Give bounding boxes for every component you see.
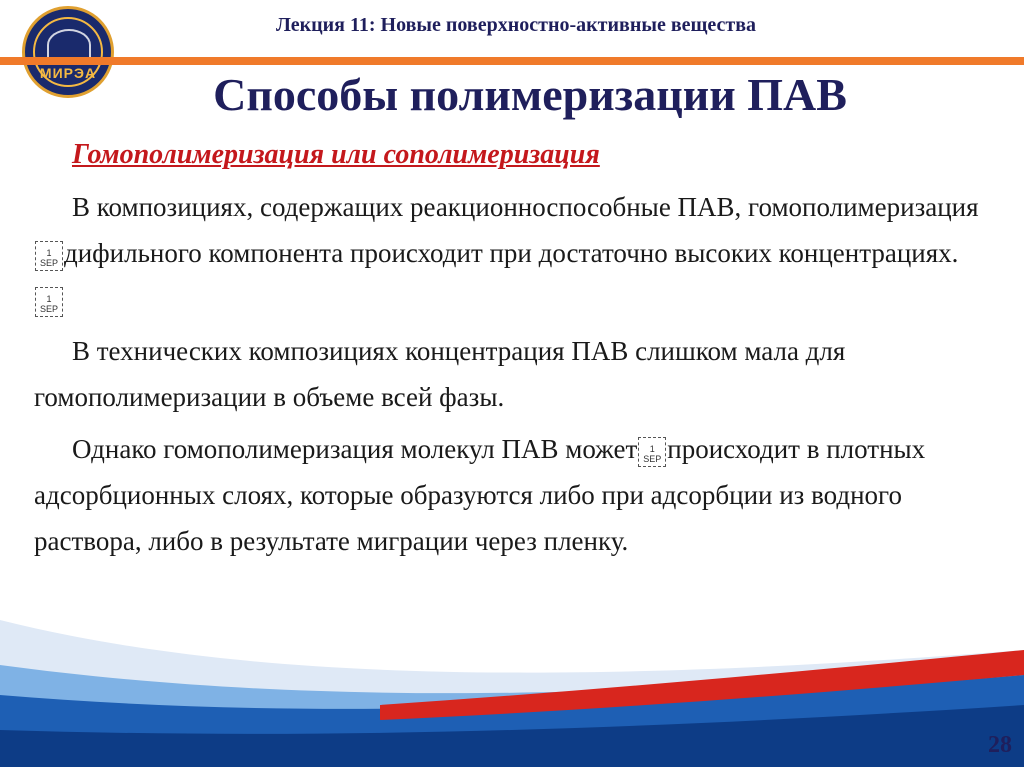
subheading: Гомополимеризация или сополимеризация	[72, 139, 600, 170]
header-divider-bar	[0, 57, 1024, 65]
paragraph-2	[34, 328, 984, 420]
logo-text: МИРЭА	[39, 65, 97, 81]
sep-glyph-icon: 1 SEP	[638, 437, 666, 467]
slide-content	[34, 132, 984, 564]
paragraph-2-text: В технических композициях концентрация ПАВ слишком мала для гомополимеризации в объеме всей фазы.	[34, 336, 846, 412]
slide-title: Способы полимеризации ПАВ	[213, 69, 847, 120]
paragraph-3-part-2: происходит в плотных адсорбционных слоях, которые образуются либо при адсорбции из водного раствора, либо в результате миграции через пленку.	[34, 434, 926, 556]
sep-glyph-icon: 1 SEP	[35, 241, 63, 271]
paragraph-1-part-1: В композициях, содержащих реакционноспособные ПАВ, гомополимеризация	[72, 192, 979, 222]
sep-glyph-icon: 1 SEP	[35, 287, 63, 317]
mirea-logo	[22, 6, 114, 98]
paragraph-1-part-2: дифильного компонента происходит при достаточно высоких концентрациях.	[64, 238, 959, 268]
paragraph-3	[34, 426, 984, 564]
paragraph-3-part-1: Однако гомополимеризация молекул ПАВ может	[72, 434, 638, 464]
lecture-title: Лекция 11: Новые поверхностно-активные вещества	[275, 14, 757, 36]
page-number: 28	[988, 732, 1012, 758]
decorative-waves	[0, 580, 1024, 767]
paragraph-1	[34, 184, 984, 322]
